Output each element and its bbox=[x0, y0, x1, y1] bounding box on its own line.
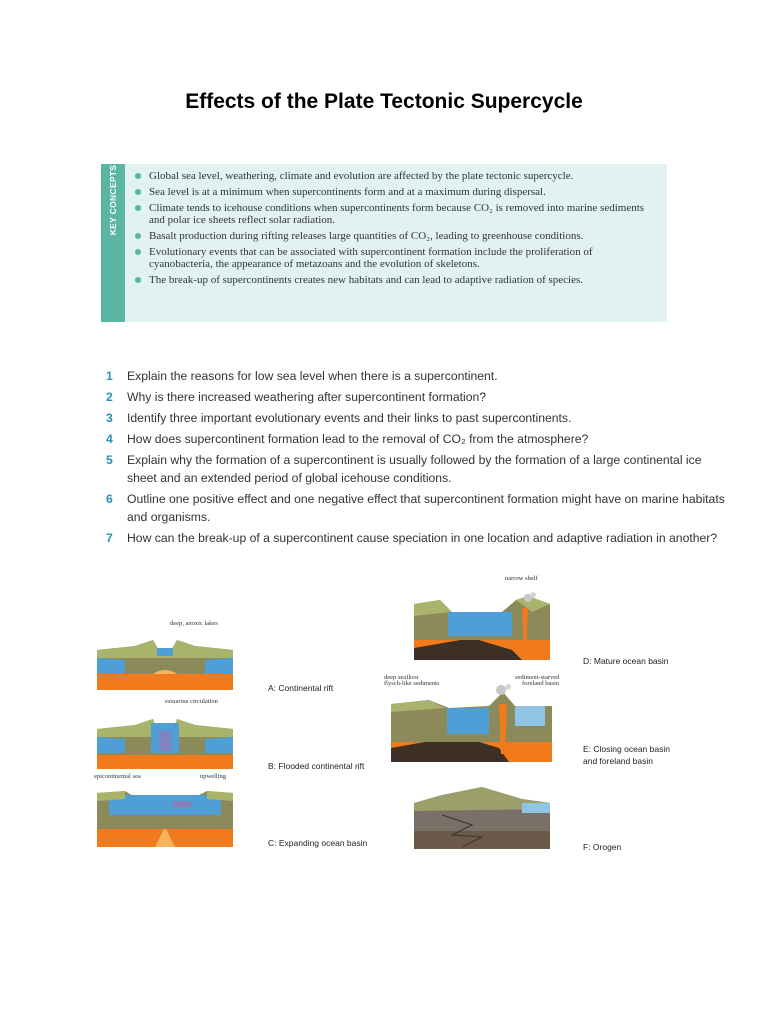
closing-ocean-basin-diagram bbox=[389, 684, 554, 764]
key-concept-item: Evolutionary events that can be associated with supercontinent formation include the proliferation of cyanobacteria, the appearance of metazoans and the evolution of skeletons. bbox=[135, 246, 655, 271]
caption-continental-rift: A: Continental rift bbox=[268, 683, 334, 693]
question-number: 2 bbox=[106, 390, 113, 404]
key-concepts-label: KEY CONCEPTS bbox=[108, 164, 118, 236]
annotation-estuarine-circulation: estuarine circulation bbox=[165, 698, 218, 705]
annotation-deep-seafloor: deep seafloor bbox=[384, 674, 419, 681]
caption-expanding-ocean-basin: C: Expanding ocean basin bbox=[268, 838, 368, 848]
annotation-narrow-shelf: narrow shelf bbox=[505, 575, 538, 582]
key-concept-item: Global sea level, weathering, climate and evolution are affected by the plate tectonic supercycle. bbox=[135, 170, 655, 182]
question-text: How does supercontinent formation lead to the removal of CO₂ from the atmosphere? bbox=[127, 432, 589, 446]
annotation-upwelling: upwelling bbox=[200, 773, 226, 780]
annotation-sediment-starved: sediment-starved bbox=[515, 674, 560, 681]
caption-foreland-basin: and foreland basin bbox=[583, 756, 653, 766]
question-item bbox=[106, 529, 726, 547]
question-text: Identify three important evolutionary events and their links to past supercontinents. bbox=[127, 411, 572, 425]
caption-mature-ocean-basin: D: Mature ocean basin bbox=[583, 656, 669, 666]
question-item bbox=[106, 367, 726, 385]
question-item bbox=[106, 490, 726, 526]
caption-orogen: F: Orogen bbox=[583, 842, 622, 852]
key-concept-item: Basalt production during rifting releases large quantities of CO₂, leading to greenhouse conditions. bbox=[135, 230, 655, 242]
key-concepts-tab bbox=[101, 164, 125, 322]
annotation-deep-anoxic-lakes: deep, anoxic lakes bbox=[170, 620, 218, 627]
mature-ocean-basin-diagram bbox=[412, 590, 552, 662]
question-number: 7 bbox=[106, 531, 113, 545]
annotation-flysch-like-sediments: flysch-like sediments bbox=[384, 680, 440, 687]
question-number: 1 bbox=[106, 369, 113, 383]
expanding-ocean-basin-diagram bbox=[95, 783, 235, 849]
key-concept-item: The break-up of supercontinents creates new habitats and can lead to adaptive radiation of species. bbox=[135, 274, 655, 286]
key-concepts-box bbox=[101, 164, 667, 322]
question-item bbox=[106, 451, 726, 487]
caption-closing-ocean-basin: E: Closing ocean basin bbox=[583, 744, 670, 754]
question-number: 5 bbox=[106, 453, 113, 467]
continental-rift-diagram bbox=[95, 628, 235, 692]
key-concept-item: Sea level is at a minimum when supercontinents form and at a maximum during dispersal. bbox=[135, 186, 655, 198]
questions-list bbox=[106, 367, 726, 550]
flooded-rift-diagram bbox=[95, 707, 235, 771]
question-number: 6 bbox=[106, 492, 113, 506]
question-text: Explain the reasons for low sea level when there is a supercontinent. bbox=[127, 369, 498, 383]
question-text: Outline one positive effect and one negative effect that supercontinent formation might have on marine habitats and organisms. bbox=[127, 492, 725, 524]
question-number: 4 bbox=[106, 432, 113, 446]
page-title: Effects of the Plate Tectonic Supercycle bbox=[185, 90, 583, 113]
question-text: How can the break-up of a supercontinent cause speciation in one location and adaptive radiation in another? bbox=[127, 531, 718, 545]
orogen-diagram bbox=[412, 785, 552, 851]
annotation-epicontinental-sea: epicontinental sea bbox=[94, 773, 141, 780]
key-concept-item: Climate tends to icehouse conditions when supercontinents form because CO₂ is removed into marine sediments and polar ice sheets reflect solar radiation. bbox=[135, 202, 655, 227]
question-text: Explain why the formation of a supercontinent is usually followed by the formation of a large continental ice sheet and an extended period of global icehouse conditions. bbox=[127, 453, 702, 485]
caption-flooded-continental-rift: B: Flooded continental rift bbox=[268, 761, 365, 771]
question-item bbox=[106, 409, 726, 427]
question-item bbox=[106, 430, 726, 448]
annotation-foreland-basin: foreland basin bbox=[522, 680, 560, 687]
question-text: Why is there increased weathering after supercontinent formation? bbox=[127, 390, 487, 404]
question-number: 3 bbox=[106, 411, 113, 425]
key-concepts-list bbox=[135, 170, 655, 290]
question-item bbox=[106, 388, 726, 406]
